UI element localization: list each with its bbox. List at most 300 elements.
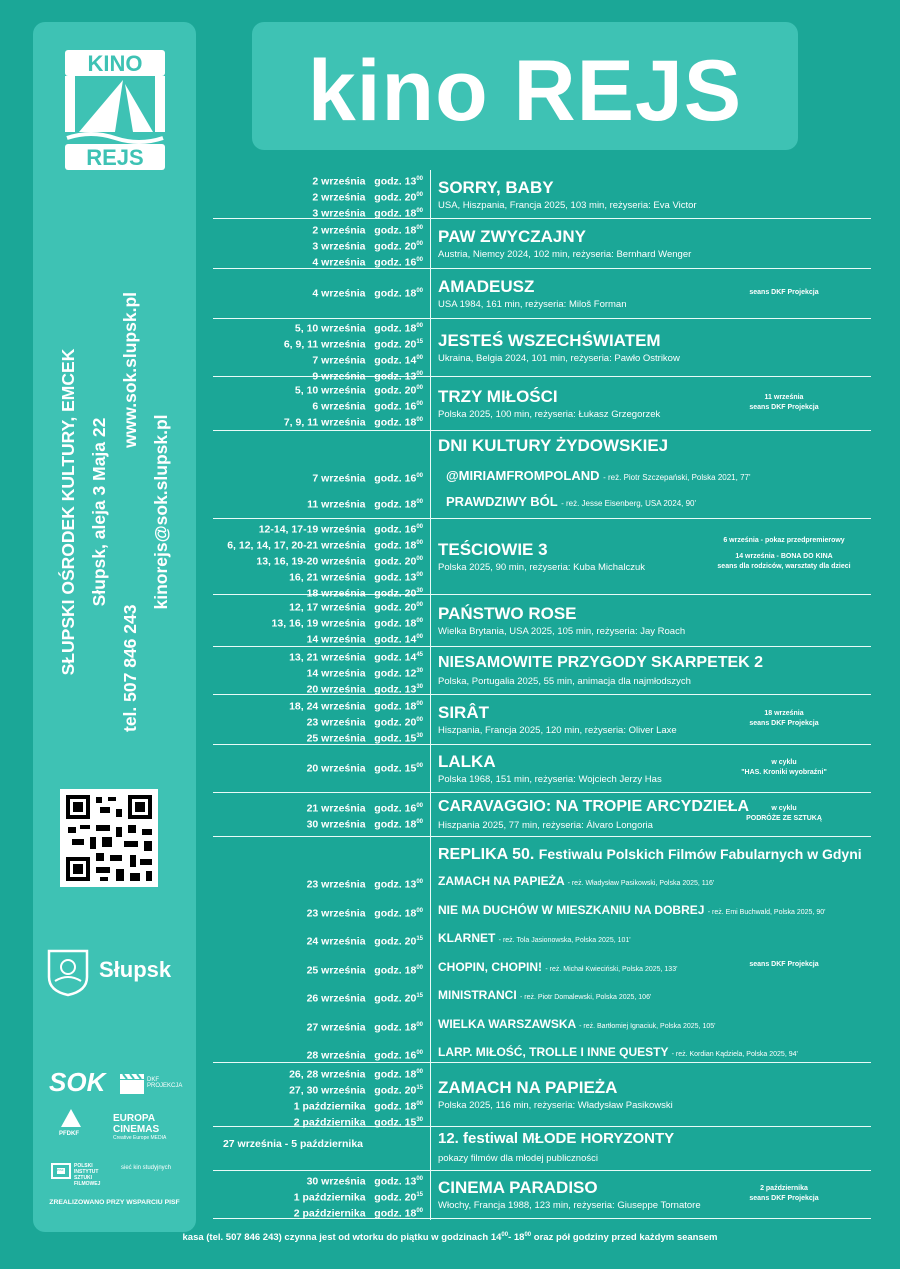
note-line: w cyklu	[771, 805, 797, 812]
film-info: Ukraina, Belgia 2024, 101 min, reżyseria: Pawło Ostrikow	[438, 353, 680, 364]
film-title[interactable]: PAŃSTWO ROSE	[438, 604, 577, 623]
film-title[interactable]: PAW ZWYCZAJNY	[438, 227, 586, 246]
showtime-minutes: 00	[416, 256, 423, 263]
showtime-date: 3 września	[312, 240, 366, 253]
showtimes	[213, 1066, 423, 1130]
film-info: - reż. Władysław Pasikowski, Polska 2025, 116'	[567, 880, 715, 887]
showtime-date: 12-14, 17-19 września	[258, 523, 366, 536]
festival-edition: 50.	[512, 846, 535, 863]
showtime	[213, 1047, 423, 1063]
logo-text-rejs: REJS	[86, 145, 144, 170]
showtime-date: 2 października	[293, 1207, 366, 1220]
festival-edition: 12.	[438, 1130, 459, 1147]
pisf-logo	[51, 1163, 111, 1187]
showtime-date: 6 września	[312, 400, 366, 413]
showtime	[213, 521, 423, 537]
film-info: USA, Hiszpania, Francja 2025, 103 min, reżyseria: Eva Victor	[438, 200, 697, 211]
screening-note	[699, 960, 869, 970]
showtime	[213, 470, 423, 486]
showtime	[213, 615, 423, 631]
showtime-date: 18 września	[306, 587, 366, 600]
schedule-row	[213, 218, 871, 269]
showtime	[213, 382, 423, 398]
showtime-hour: godz. 20	[374, 191, 417, 204]
showtime-date: 9 września	[312, 370, 366, 383]
film-title[interactable]: SORRY, BABY	[438, 178, 554, 197]
note-line: seans dla rodziców, warsztaty dla dzieci	[717, 563, 851, 570]
showtime-date: 13, 21 września	[289, 651, 366, 664]
film-info: Polska 1968, 151 min, reżyseria: Wojciech Jerzy Has	[438, 774, 662, 785]
slupsk-crest-icon	[45, 947, 91, 997]
showtime-hour: godz. 20	[374, 555, 417, 568]
showtime-date: 23 września	[306, 907, 366, 919]
festival-film[interactable]	[438, 1045, 798, 1059]
note-line: w cyklu	[771, 759, 797, 766]
showtimes	[213, 760, 423, 776]
showtime-hour: godz. 18	[374, 1207, 417, 1220]
film-info: USA 1984, 161 min, reżyseria: Miloš Forman	[438, 299, 627, 310]
showtime-hour: godz. 16	[374, 523, 417, 536]
festival-title: DNI KULTURY ŻYDOWSKIEJ	[438, 436, 669, 455]
showtime-date: 21 września	[306, 802, 366, 814]
film-title[interactable]: NIESAMOWITE PRZYGODY SKARPETEK 2	[438, 654, 764, 671]
schedule-row	[213, 1170, 871, 1219]
showtime-date: 4 września	[312, 287, 366, 300]
showtime-minutes: 00	[416, 207, 423, 214]
showtime-date: 27 września	[306, 1021, 366, 1033]
film-info: Hiszpania 2025, 77 min, reżyseria: Álvaro Longoria	[438, 820, 653, 831]
showtime	[213, 1082, 423, 1098]
showtime-minutes: 00	[416, 191, 423, 198]
showtime-minutes: 00	[416, 288, 423, 295]
showtime-minutes: 00	[416, 371, 423, 377]
showtime-minutes: 30	[416, 732, 423, 739]
showtime	[213, 631, 423, 647]
film-title[interactable]: ZAMACH NA PAPIEŻA	[438, 874, 565, 888]
pfdkf-logo	[59, 1107, 89, 1137]
showtime	[213, 553, 423, 569]
showtime-date: 1 października	[293, 1100, 366, 1113]
festival-info: pokazy filmów dla młodej publiczności	[438, 1153, 598, 1164]
showtimes	[213, 1173, 423, 1221]
org-phone: tel. 507 846 243	[120, 604, 140, 732]
showtime-date: 2 października	[293, 1116, 366, 1129]
showtime-hour: godz. 20	[374, 992, 417, 1005]
film-title[interactable]: LARP. MIŁOŚĆ, TROLLE I INNE QUESTY	[438, 1045, 669, 1059]
film-title[interactable]: CHOPIN, CHOPIN!	[438, 959, 543, 974]
footer-text-c: oraz pół godziny przed każdym seansem	[531, 1232, 718, 1244]
showtime-hour: godz. 13	[374, 370, 417, 383]
showtime-date: 14 września	[306, 667, 366, 680]
schedule-row	[213, 836, 871, 1063]
film-info: - reż. Jesse Eisenberg, USA 2024, 90'	[561, 499, 697, 508]
showtime-hour: godz. 18	[374, 700, 417, 713]
showtime-minutes: 00	[416, 540, 423, 547]
sok-logo: SOK	[49, 1067, 106, 1097]
org-email[interactable]: kinorejs@sok.slupsk.pl	[151, 414, 171, 610]
film-info: Polska 2025, 100 min, reżyseria: Łukasz Grzegorzek	[438, 409, 661, 420]
clapperboard-icon	[119, 1073, 145, 1095]
showtime	[213, 1205, 423, 1221]
showtime-hour: godz. 18	[374, 498, 417, 511]
showtime-minutes: 00	[416, 1207, 423, 1214]
showtime	[213, 876, 423, 892]
schedule-row	[213, 1126, 871, 1171]
showtime-hour: godz. 20	[374, 1191, 417, 1204]
showtime-minutes: 00	[416, 524, 423, 531]
showtime-date: 25 września	[306, 732, 366, 745]
showtime-hour: godz. 20	[374, 1084, 417, 1097]
showtime-hour: godz. 18	[374, 1100, 417, 1113]
film-info: Hiszpania, Francja 2025, 120 min, reżyseria: Oliver Laxe	[438, 725, 677, 736]
showtime-hour: godz. 18	[374, 1021, 417, 1033]
screening-note	[699, 758, 869, 778]
festival-film[interactable]	[438, 1017, 715, 1031]
note-line: 2 października	[760, 1185, 808, 1192]
showtimes	[213, 800, 423, 832]
showtime-hour: godz. 18	[374, 964, 417, 976]
showtime	[213, 398, 423, 414]
showtime-hour: godz. 15	[374, 762, 417, 775]
showtime-date: 5, 10 września	[294, 384, 366, 397]
pfdkf-bird-icon	[59, 1107, 83, 1129]
film-title[interactable]: PRAWDZIWY BÓL	[446, 494, 558, 509]
showtime-minutes: 00	[416, 572, 423, 579]
showtime-minutes: 00	[416, 1021, 423, 1028]
showtime	[213, 933, 423, 949]
note-line: 14 września - BONA DO KINA	[735, 553, 833, 560]
showtime-date: 5, 10 września	[294, 322, 366, 335]
pisf-logo-text: POLSKI INSTYTUT SZTUKI FILMOWEJ	[74, 1163, 101, 1187]
showtime-date: 2 września	[312, 191, 366, 204]
showtime-hour: godz. 13	[374, 878, 417, 891]
showtime	[213, 698, 423, 714]
showtime-hour: godz. 20	[374, 601, 417, 614]
showtime	[213, 285, 423, 301]
showtime-hour: godz. 13	[374, 571, 417, 584]
showtime-minutes: 00	[416, 1050, 423, 1056]
city-name: Słupsk	[99, 957, 172, 982]
film-info: Austria, Niemcy 2024, 102 min, reżyseria: Bernhard Wenger	[438, 249, 692, 260]
film-title[interactable]: @MIRIAMFROMPOLAND	[446, 468, 600, 483]
screening-note	[699, 709, 869, 729]
showtime-date: 7 września	[312, 472, 366, 485]
showtime-date: 2 września	[312, 224, 366, 237]
festival-film[interactable]	[446, 468, 751, 483]
showtimes	[213, 1019, 423, 1035]
showtimes	[213, 698, 423, 746]
showtime	[213, 173, 423, 189]
showtime-minutes: 00	[416, 1069, 423, 1075]
showtimes	[213, 222, 423, 270]
showtime-minutes: 45	[416, 651, 423, 658]
film-title[interactable]: NIE MA DUCHÓW W MIESZKANIU NA DOBREJ	[438, 902, 705, 917]
footer-sup-b: 00	[524, 1232, 532, 1238]
showtime	[213, 816, 423, 832]
showtimes	[213, 320, 423, 384]
showtime-hour: godz. 12	[374, 667, 417, 680]
showtime-hour: godz. 16	[374, 400, 417, 413]
showtime-hour: godz. 18	[374, 287, 417, 300]
showtime	[213, 649, 423, 665]
film-info: - reż. Kordian Kądziela, Polska 2025, 94'	[671, 1051, 798, 1058]
note-line: seans DKF Projekcja	[749, 720, 819, 727]
showtime	[213, 665, 423, 681]
europa-cinemas-text: EUROPA CINEMAS	[113, 1113, 160, 1135]
showtime-date: 12, 17 września	[289, 601, 366, 614]
schedule-row	[213, 170, 871, 219]
schedule-row	[213, 744, 871, 793]
film-info: Polska, Portugalia 2025, 55 min, animacja dla najmłodszych	[438, 676, 691, 687]
film-title[interactable]: CINEMA PARADISO	[438, 1178, 598, 1197]
showtime-hour: godz. 16	[374, 256, 417, 269]
showtime-hour: godz. 13	[374, 175, 417, 188]
film-title[interactable]: LALKA	[438, 752, 496, 771]
film-info: - reż. Piotr Domalewski, Polska 2025, 106'	[520, 994, 652, 1001]
schedule-row	[213, 694, 871, 745]
showtime-minutes: 30	[416, 667, 423, 674]
org-name: SŁUPSKI OŚRODEK KULTURY, EMCEK	[58, 348, 78, 676]
showtime-date: 24 września	[306, 935, 366, 948]
showtime-hour: godz. 13	[374, 1175, 417, 1188]
festival-title	[438, 846, 862, 864]
showtime-minutes: 00	[416, 601, 423, 608]
showtime-date: 27, 30 września	[289, 1084, 366, 1097]
showtime	[213, 905, 423, 921]
showtime-date: 18, 24 września	[289, 700, 366, 713]
showtime-minutes: 00	[416, 907, 423, 914]
showtime	[213, 189, 423, 205]
showtime-hour: godz. 14	[374, 633, 417, 646]
screening-note	[699, 536, 869, 572]
showtime-date: 7, 9, 11 września	[283, 416, 366, 429]
showtime-minutes: 00	[416, 473, 423, 479]
note-line: seans DKF Projekcja	[749, 961, 819, 968]
showtime-date: 1 października	[293, 1191, 366, 1204]
showtime	[213, 238, 423, 254]
showtimes	[213, 905, 423, 921]
dkf-logo	[119, 1073, 185, 1097]
showtimes	[213, 496, 423, 512]
pfdkf-logo-text: PFDKF	[59, 1131, 79, 1137]
showtime-hour: godz. 18	[374, 416, 417, 429]
showtime-hour: godz. 14	[374, 651, 417, 664]
showtime-hour: godz. 20	[374, 338, 417, 351]
pisf-support-text: ZREALIZOWANO PRZY WSPARCIU PISF	[49, 1199, 180, 1206]
showtimes	[213, 599, 423, 647]
festival-title[interactable]	[438, 1130, 674, 1147]
showtime	[213, 990, 423, 1006]
showtime-minutes: 00	[416, 763, 423, 770]
showtimes	[213, 876, 423, 892]
showtime-date: 26 września	[306, 992, 366, 1005]
showtime-date: 20 września	[306, 762, 366, 775]
note-line: "HAS. Kroniki wyobraźni"	[741, 769, 827, 776]
showtime	[213, 569, 423, 585]
screening-note	[699, 804, 869, 824]
film-title[interactable]: TRZY MIŁOŚCI	[438, 387, 558, 406]
showtime-minutes: 00	[416, 499, 423, 505]
schedule-row	[213, 318, 871, 383]
showtime-date: 6, 9, 11 września	[283, 338, 366, 351]
showtime-minutes: 00	[416, 1175, 423, 1182]
showtimes	[213, 382, 423, 430]
festival-film[interactable]	[438, 874, 714, 888]
note-line: 11 września	[764, 394, 804, 401]
showtime-date: 13, 16, 19-20 września	[256, 555, 366, 568]
schedule-row	[213, 518, 871, 600]
showtime-hour: godz. 15	[374, 732, 417, 745]
showtime-minutes: 30	[416, 588, 423, 595]
film-info: - reż. Michał Kwieciński, Polska 2025, 133'	[545, 965, 678, 973]
showtime-minutes: 15	[416, 339, 423, 345]
film-title[interactable]: KLARNET	[438, 931, 496, 945]
showtimes	[213, 285, 423, 301]
showtime-hour: godz. 18	[374, 224, 417, 237]
sidebar	[33, 22, 196, 1232]
showtime	[213, 1189, 423, 1205]
showtime-date: 6, 12, 14, 17, 20-21 września	[227, 539, 366, 552]
showtime-minutes: 30	[416, 683, 423, 690]
box-office-info	[0, 1232, 900, 1243]
schedule-row	[213, 1062, 871, 1127]
film-title[interactable]: CARAVAGGIO: NA TROPIE ARCYDZIEŁA	[438, 798, 750, 815]
film-info: Polska 2025, 116 min, reżyseria: Władysław Pasikowski	[438, 1100, 673, 1111]
festival-film[interactable]	[438, 903, 825, 917]
showtime-minutes: 00	[416, 633, 423, 640]
showtime-hour: godz. 18	[374, 539, 417, 552]
screening-note	[699, 288, 869, 298]
showtime	[213, 496, 423, 512]
film-info: Wielka Brytania, USA 2025, 105 min, reżyseria: Jay Roach	[438, 626, 686, 637]
showtime-hour: godz. 20	[374, 384, 417, 397]
showtime-minutes: 00	[416, 964, 423, 971]
replika-label: REPLIKA	[438, 846, 508, 863]
film-title[interactable]: JESTEŚ WSZECHŚWIATEM	[438, 331, 661, 350]
showtimes	[213, 649, 423, 697]
showtime-hour: godz. 20	[374, 716, 417, 729]
showtime-minutes: 00	[416, 716, 423, 723]
showtime-hour: godz. 14	[374, 354, 417, 367]
title-banner	[252, 22, 798, 150]
showtime	[213, 800, 423, 816]
showtime-date: 11 września	[307, 498, 366, 511]
qr-code[interactable]	[60, 789, 158, 887]
schedule-row	[213, 376, 871, 431]
showtime-date: 28 września	[306, 1049, 366, 1062]
film-title[interactable]: WIELKA WARSZAWSKA	[438, 1016, 576, 1031]
showtime	[213, 222, 423, 238]
showtime-hour: godz. 20	[374, 240, 417, 253]
festival-film[interactable]	[438, 960, 677, 974]
logo-text-kino: KINO	[87, 51, 143, 76]
schedule-row	[213, 268, 871, 319]
festival-name: Festiwalu Polskich Filmów Fabularnych w Gdyni	[538, 846, 862, 862]
footer-text-b: - 18	[508, 1232, 525, 1244]
showtime-minutes: 15	[416, 1085, 423, 1091]
festival-film[interactable]	[438, 931, 631, 945]
showtime	[213, 599, 423, 615]
note-line: 18 września	[764, 710, 804, 717]
showtime	[213, 1098, 423, 1114]
showtimes	[213, 990, 423, 1006]
showtime-date: 4 września	[312, 256, 366, 269]
europa-cinemas-logo	[113, 1113, 188, 1141]
kino-rejs-logo	[63, 48, 167, 172]
film-title[interactable]: TEŚCIOWIE 3	[438, 540, 548, 559]
footer-text-a: kasa (tel. 507 846 243) czynna jest od wtorku do piątku w godzinach 14	[182, 1232, 502, 1244]
showtime-minutes: 00	[416, 617, 423, 624]
showtime-hour: godz. 18	[374, 617, 417, 630]
showtime-minutes: 00	[416, 802, 423, 809]
film-info: - reż. Piotr Szczepański, Polska 2021, 77'	[603, 473, 751, 482]
note-line: seans DKF Projekcja	[749, 289, 819, 296]
film-title[interactable]: SIRÂT	[438, 703, 489, 722]
showtime-hour: godz. 16	[374, 802, 417, 814]
siec-kin-logo: sieć kin studyjnych	[121, 1165, 172, 1171]
showtime	[213, 320, 423, 336]
pisf-logo-abbr: PISF	[57, 1168, 64, 1172]
showtime-minutes: 00	[416, 355, 423, 361]
showtime-hour: godz. 18	[374, 322, 417, 335]
showtime-minutes: 00	[416, 240, 423, 247]
showtime-date: 16, 21 września	[289, 571, 366, 584]
showtime-minutes: 00	[416, 400, 423, 407]
showtime-date: 3 września	[312, 207, 366, 220]
note-line: 6 września - pokaz przedpremierowy	[723, 537, 845, 544]
org-website[interactable]: www.sok.slupsk.pl	[120, 292, 140, 448]
showtimes	[213, 933, 423, 949]
showtime-minutes: 00	[416, 416, 423, 423]
showtime-hour: godz. 18	[374, 907, 417, 919]
showtime	[213, 714, 423, 730]
partner-logos	[43, 1067, 188, 1217]
showtime	[213, 352, 423, 368]
showtime-hour: godz. 15	[374, 1116, 417, 1129]
showtime-minutes: 00	[416, 224, 423, 231]
film-title[interactable]: ZAMACH NA PAPIEŻA	[438, 1078, 618, 1097]
schedule-row	[213, 594, 871, 647]
dkf-logo-text: DKF PROJEKCJA	[147, 1077, 183, 1089]
showtimes	[213, 1047, 423, 1063]
showtimes	[213, 962, 423, 978]
showtime-date: 25 września	[306, 964, 366, 976]
film-info: - reż. Emi Buchwald, Polska 2025, 90'	[707, 908, 826, 916]
showtime-minutes: 15	[416, 1191, 423, 1198]
showtime-hour: godz. 18	[374, 1068, 417, 1081]
showtime-minutes: 00	[416, 700, 423, 707]
festival-name: MŁODE HORYZONTY	[522, 1130, 675, 1147]
film-title[interactable]: AMADEUSZ	[438, 277, 535, 296]
showtime	[213, 962, 423, 978]
showtimes	[213, 173, 423, 221]
festival-film[interactable]	[438, 988, 651, 1002]
showtime-hour: godz. 20	[374, 935, 417, 948]
org-contact-line	[115, 292, 146, 732]
showtime	[213, 414, 423, 430]
film-info: Polska 2025, 90 min, reżyseria: Kuba Michalczuk	[438, 562, 645, 573]
showtime-hour: godz. 16	[374, 472, 417, 485]
film-title[interactable]: MINISTRANCI	[438, 988, 517, 1002]
showtime-date: 13, 16, 19 września	[271, 617, 366, 630]
schedule-row	[213, 792, 871, 837]
festival-word: festiwal	[463, 1130, 519, 1147]
film-info: - reż. Bartłomiej Ignaciuk, Polska 2025, 105'	[579, 1022, 716, 1030]
showtimes	[213, 470, 423, 486]
festival-film[interactable]	[446, 494, 696, 509]
showtime-hour: godz. 20	[374, 587, 417, 600]
note-line: seans DKF Projekcja	[749, 1195, 819, 1202]
